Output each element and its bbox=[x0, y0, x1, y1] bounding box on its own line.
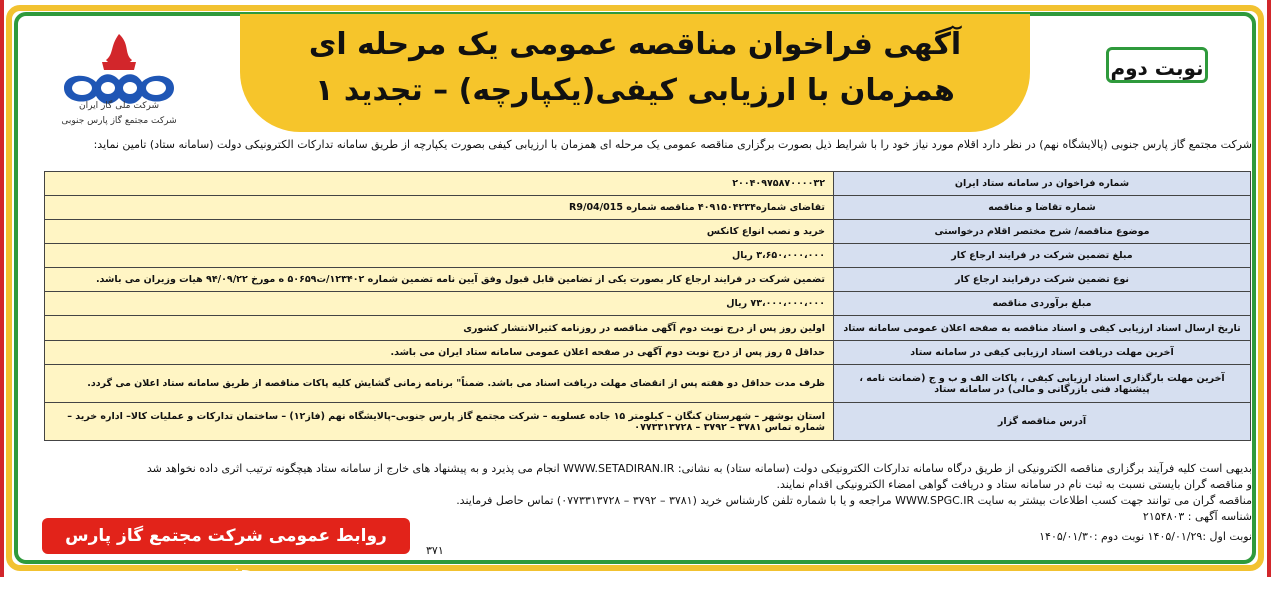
table-row bbox=[45, 341, 1251, 365]
title-line-2: همزمان با ارزیابی کیفی(یکپارچه) – تجدید ۱ bbox=[315, 73, 955, 108]
table-row bbox=[45, 403, 1251, 441]
footer-line-3: مناقصه گران می توانند جهت کسب اطلاعات بیشتر به سایت WWW.SPGC.IR مراجعه و یا با شماره تلفن کارشناس خرید (۳۷۸۱ – ۳۷۹۲ – ۰۷۷۳۳۱۳۷۲۸) تماس حاصل فرمایند. bbox=[456, 494, 1252, 507]
publish-dates: نوبت اول :۱۴۰۵/۰۱/۲۹ نوبت دوم :۱۴۰۵/۰۱/۳۰ bbox=[1039, 530, 1252, 543]
tender-info-table bbox=[44, 171, 1251, 441]
footer-line-1: بدیهی است کلیه فرآیند برگزاری مناقصه الکترونیکی از طریق درگاه سامانه تدارکات الکترونیکی دولت (سامانه ستاد) به نشانی: WWW.SETADIRAN.IR انجام می پذیرد و به پیشنهاد های خارج از سامانه ستاد هیچگونه ترتیب اثری داده نخواهد شد bbox=[146, 462, 1252, 475]
row-value: استان بوشهر – شهرستان کنگان – کیلومتر ۱۵ جاده عسلویه – شرکت مجتمع گاز پارس جنوبی–پالایشگاه نهم (فاز۱۲) – ساختمان تدارکات و عملیات کالا– اداره خرید – شماره تماس ۳۷۸۱ – ۳۷۹۲ – ۰۷۷۳۳۱۳۷۲۸ bbox=[45, 403, 834, 441]
page-title bbox=[240, 22, 1030, 114]
table-row bbox=[45, 268, 1251, 292]
row-label: تاریخ ارسال اسناد ارزیابی کیفی و اسناد مناقصه به صفحه اعلان عمومی سامانه ستاد bbox=[834, 316, 1251, 341]
row-value: ۷۳،۰۰۰،۰۰۰،۰۰۰ ریال bbox=[45, 292, 834, 316]
row-label: شماره فراخوان در سامانه ستاد ایران bbox=[834, 172, 1251, 196]
row-label: آدرس مناقصه گزار bbox=[834, 403, 1251, 441]
row-label: مبلغ برآوردی مناقصه bbox=[834, 292, 1251, 316]
table-row bbox=[45, 244, 1251, 268]
logo-caption-nigc: شرکت ملی گاز ایران bbox=[79, 101, 159, 111]
row-label: مبلغ تضمین شرکت در فرایند ارجاع کار bbox=[834, 244, 1251, 268]
row-label: آخرین مهلت بارگذاری اسناد ارزیابی کیفی ، پاکات الف و ب و ج (ضمانت نامه ، پیشنهاد فنی بازرگانی و مالی) در سامانه ستاد bbox=[834, 365, 1251, 403]
table-row bbox=[45, 172, 1251, 196]
row-label: آخرین مهلت دریافت اسناد ارزیابی کیفی در سامانه ستاد bbox=[834, 341, 1251, 365]
title-line-1: آگهی فراخوان مناقصه عمومی یک مرحله ای bbox=[308, 27, 962, 62]
table-row bbox=[45, 220, 1251, 244]
ad-id: شناسه آگهی : ۲۱۵۴۸۰۳ bbox=[1142, 510, 1252, 523]
footer-line-2: و مناقصه گران بایستی نسبت به ثبت نام در سامانه ستاد و دریافت گواهی امضاء الکترونیکی اقدام نمایند. bbox=[776, 478, 1252, 491]
table-row bbox=[45, 316, 1251, 341]
row-value: تقاضای شماره۴۰۹۱۵۰۴۲۳۴ مناقصه شماره R9/04/015 bbox=[45, 196, 834, 220]
row-value: تضمین شرکت در فرایند ارجاع کار بصورت یکی از تضامین قابل قبول وفق آیین نامه تضمین شماره ۱۲۳۴۰۲/ت۵۰۶۵۹ ه مورخ ۹۴/۰۹/۲۲ هیات وزیران می باشد. bbox=[45, 268, 834, 292]
intro-paragraph: شرکت مجتمع گاز پارس جنوبی (پالایشگاه نهم) در نظر دارد اقلام مورد نیاز خود را با شرایط ذیل بصورت برگزاری مناقصه عمومی یک مرحله ای همزمان با ارزیابی کیفی بصورت یکپارچه از طریق سامانه تدارکات الکترونیکی دولت (سامانه ستاد) تامین نماید: bbox=[93, 138, 1252, 151]
public-relations-banner: روابط عمومی شرکت مجتمع گاز پارس جنوبی bbox=[42, 518, 410, 554]
table-row bbox=[45, 196, 1251, 220]
logo-caption-spgc: شرکت مجتمع گاز پارس جنوبی bbox=[61, 116, 177, 126]
row-label: شماره تقاضا و مناقصه bbox=[834, 196, 1251, 220]
issue-badge: نوبت دوم bbox=[1106, 47, 1208, 83]
row-value: اولین روز پس از درج نوبت دوم آگهی مناقصه در روزنامه کثیرالانتشار کشوری bbox=[45, 316, 834, 341]
row-value: ظرف مدت حداقل دو هفته پس از انقضای مهلت دریافت اسناد می باشد. ضمناً" برنامه زمانی گشایش کلیه پاکات مناقصه از طریق سامانه ستاد اعلان می گردد. bbox=[45, 365, 834, 403]
row-value: حداقل ۵ روز پس از درج نوبت دوم آگهی در صفحه اعلان عمومی سامانه ستاد ایران می باشد. bbox=[45, 341, 834, 365]
row-value: خرید و نصب انواع کانکس bbox=[45, 220, 834, 244]
row-label: موضوع مناقصه/ شرح مختصر اقلام درخواستی bbox=[834, 220, 1251, 244]
row-value: ۳،۶۵۰،۰۰۰،۰۰۰ ریال bbox=[45, 244, 834, 268]
left-edge-stripe bbox=[0, 0, 4, 577]
page-number: ۳۷۱ bbox=[426, 544, 444, 557]
row-value: ۲۰۰۴۰۹۷۵۸۷۰۰۰۰۳۲ bbox=[45, 172, 834, 196]
table-row bbox=[45, 292, 1251, 316]
row-label: نوع تضمین شرکت درفرایند ارجاع کار bbox=[834, 268, 1251, 292]
table-row bbox=[45, 365, 1251, 403]
right-edge-stripe bbox=[1267, 0, 1271, 577]
